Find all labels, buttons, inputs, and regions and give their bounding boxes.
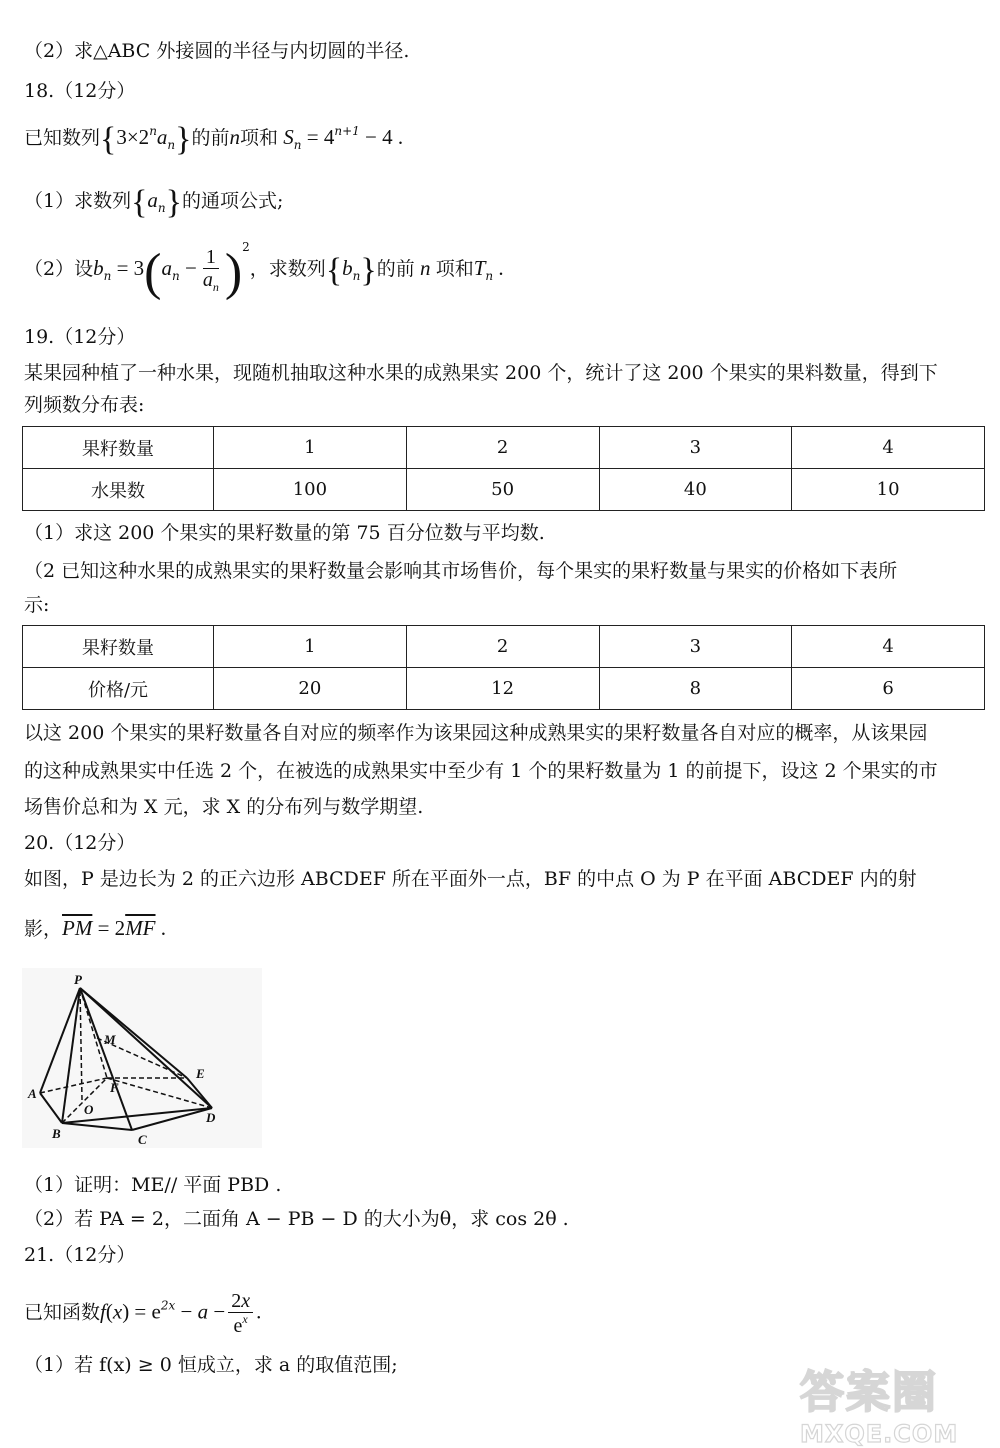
vertex-label: F xyxy=(110,1080,119,1095)
q21-heading: 21.（12分） xyxy=(24,1244,136,1266)
q18-stem-mid: 的前 xyxy=(191,127,230,149)
table-cell: 1 xyxy=(214,427,407,469)
seed-count-frequency-table xyxy=(22,426,985,511)
table-row xyxy=(23,469,985,511)
q21-part1: （1）若 f(x) ≥ 0 恒成立，求 a 的取值范围; xyxy=(24,1354,398,1376)
table-row xyxy=(23,668,985,710)
q18-part2-mid2: 的前 xyxy=(376,258,415,280)
table-cell: 20 xyxy=(214,668,407,710)
vertex-label: C xyxy=(138,1132,147,1147)
q20-para2: 影，$\overline{PM} = 2\overline{MF}$ . xyxy=(24,916,167,940)
vertex-label: D xyxy=(206,1110,216,1125)
q17-part2: （2）求△ABC 外接圆的半径与内切圆的半径. xyxy=(24,40,410,62)
q18-heading: 18.（12分） xyxy=(24,80,136,102)
watermark-text: 答案圈 xyxy=(800,1367,938,1418)
q19-para4: 的这种成熟果实中任选 2 个，在被选的成熟果实中至少有 1 个的果籽数量为 1 的前提下，设这 2 个果实的市 xyxy=(24,760,938,782)
pyramid-figure xyxy=(22,968,262,1148)
table-cell: 4 xyxy=(792,427,985,469)
watermark-url: MXQE.COM xyxy=(800,1420,959,1448)
q18-stem-prefix: 已知数列 xyxy=(24,127,101,149)
table-cell: 40 xyxy=(599,469,792,511)
table-cell: 3 xyxy=(599,626,792,668)
q20-para2-prefix: 影， xyxy=(24,918,63,940)
q18-part1-prefix: （1）求数列 xyxy=(24,190,132,212)
table-row xyxy=(23,427,985,469)
q19-part1: （1）求这 200 个果实的果籽数量的第 75 百分位数与平均数. xyxy=(24,522,545,544)
table-row xyxy=(23,626,985,668)
q20-para1: 如图，P 是边长为 2 的正六边形 ABCDEF 所在平面外一点，BF 的中点 O 为 P 在平面 ABCDEF 内的射 xyxy=(24,868,917,890)
q19-para3: 以这 200 个果实的果籽数量各自对应的频率作为该果园这种成熟果实的果籽数量各自对应的概率，从该果园 xyxy=(24,722,928,744)
q18-part2-mid: ，求数列 xyxy=(249,258,326,280)
table-cell: 8 xyxy=(599,668,792,710)
q19-para2: 列频数分布表: xyxy=(24,394,145,416)
q18-part1-suffix: 的通项公式; xyxy=(181,190,284,212)
table-cell: 3 xyxy=(599,427,792,469)
q18-part1: （1）求数列$\{a_n\}$的通项公式; xyxy=(24,184,284,221)
vertex-label: O xyxy=(84,1102,94,1117)
vertex-label: E xyxy=(196,1066,205,1081)
q19-para5: 场售价总和为 X 元，求 X 的分布列与数学期望. xyxy=(24,796,424,818)
table-cell: 6 xyxy=(792,668,985,710)
table-cell: 10 xyxy=(792,469,985,511)
table-cell: 1 xyxy=(214,626,407,668)
table-cell: 100 xyxy=(214,469,407,511)
q19-heading: 19.（12分） xyxy=(24,326,136,348)
q19-part2b: 示: xyxy=(24,594,50,616)
table-cell: 水果数 xyxy=(23,469,214,511)
q18-stem: 已知数列$\{3\times 2^na_n\}$的前n项和 $S_n = 4^{n+1} - 4$ . xyxy=(24,121,404,158)
table-cell: 50 xyxy=(406,469,599,511)
seed-count-price-table xyxy=(22,625,985,710)
q21-stem: 已知函数$f(x) = e^{2x} - a$ − $\frac{2x}{e^x}$ . xyxy=(24,1290,262,1337)
table-cell: 2 xyxy=(406,427,599,469)
table-cell: 果籽数量 xyxy=(23,427,214,469)
q21-stem-prefix: 已知函数 xyxy=(24,1301,101,1324)
q19-part2a: （2 已知这种水果的成熟果实的果籽数量会影响其市场售价，每个果实的果籽数量与果实的价格如下表所 xyxy=(24,560,898,582)
q18-stem-n: n xyxy=(229,125,240,149)
vertex-label: B xyxy=(52,1126,61,1141)
q20-part1: （1）证明：ME// 平面 PBD . xyxy=(24,1174,282,1196)
vertex-label: P xyxy=(74,972,82,987)
table-cell: 2 xyxy=(406,626,599,668)
vertex-label: M xyxy=(104,1032,116,1047)
q20-part2: （2）若 PA = 2，二面角 A − PB − D 的大小为θ，求 cos 2θ . xyxy=(24,1208,569,1230)
q18-part2-suffix: 项和 xyxy=(435,258,474,280)
table-cell: 价格/元 xyxy=(23,668,214,710)
watermark-logo xyxy=(800,1356,990,1448)
vertex-label: A xyxy=(28,1086,37,1101)
q20-heading: 20.（12分） xyxy=(24,832,136,854)
table-cell: 12 xyxy=(406,668,599,710)
q18-part2-prefix: （2）设 xyxy=(24,258,94,280)
q18-stem-suffix: 项和 xyxy=(240,127,279,149)
q19-para1: 某果园种植了一种水果，现随机抽取这种水果的成熟果实 200 个，统计了这 200 个果实的果料数量，得到下 xyxy=(24,362,938,384)
table-cell: 果籽数量 xyxy=(23,626,214,668)
q18-part2: （2）设$b_n = 3(a_n$ − $\frac{1}{a_n}$ )$^2$，求数列$\{b_n\}$的前 n 项和$T_n$ . xyxy=(24,240,504,301)
table-cell: 4 xyxy=(792,626,985,668)
